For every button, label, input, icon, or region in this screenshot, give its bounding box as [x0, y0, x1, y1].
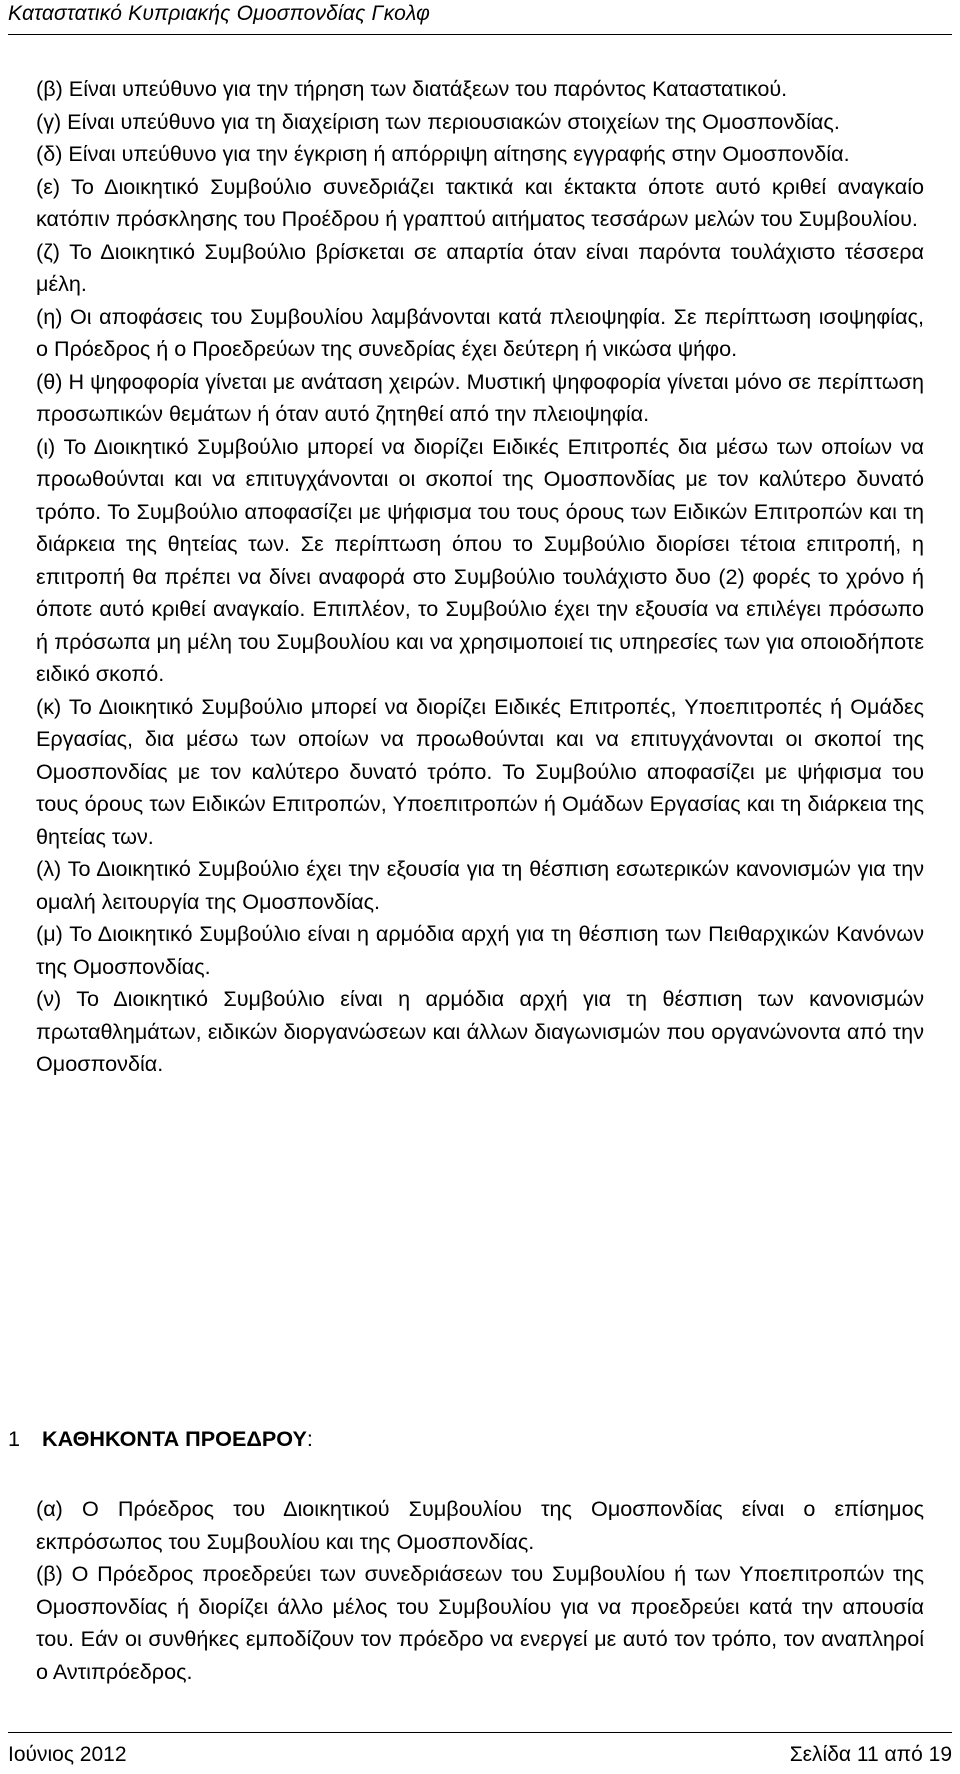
section-title-suffix: : [306, 1426, 313, 1451]
section-number: 1 [8, 1426, 21, 1451]
paragraph-k: (κ) Το Διοικητικό Συμβούλιο μπορεί να διορίζει Ειδικές Επιτροπές, Υποεπιτροπές ή Ομάδες Εργασίας, δια μέσω των οποίων να προωθούνται και να επιτυγχάνονται οι σκοποί της Ομοσπονδίας με τον καλύτερο δυνατό τρόπο. Το Συμβούλιο αποφασίζει με ψήφισμα του τους όρους των Ειδικών Επιτροπών, Υποεπιτροπών ή Ομάδων Εργασίας και τη διάρκεια της θητείας των. [36, 693, 924, 849]
section-heading [8, 1423, 908, 1456]
paragraph-m: (μ) Το Διοικητικό Συμβούλιο είναι η αρμόδια αρχή για τη θέσπιση των Πειθαρχικών Κανόνων της Ομοσπονδίας. [36, 921, 924, 979]
footer-page-number: Σελίδα 11 από 19 [789, 1743, 952, 1766]
section-paragraph-b: (β) Ο Πρόεδρος προεδρεύει των συνεδριάσεων του Συμβουλίου ή των Υποεπιτροπών της Ομοσπονδίας ή διορίζει άλλο μέλος του Συμβουλίου για να προεδρεύει κατά την απουσία του. Εάν οι συνθήκες εμποδίζουν τον πρόεδρο να ενεργεί με αυτό τον τρόπο, τον αναπληροί ο Αντιπρόεδρος. [36, 1561, 924, 1684]
section-body [36, 1493, 924, 1688]
paragraph-n: (ν) Το Διοικητικό Συμβούλιο είναι η αρμόδια αρχή για τη θέσπιση των κανονισμών πρωταθλημάτων, ειδικών διοργανώσεων και άλλων διαγωνισμών που οργανώνοντα από την Ομοσπονδία. [36, 986, 924, 1076]
paragraph-e: (ε) Το Διοικητικό Συμβούλιο συνεδριάζει τακτικά και έκτακτα όποτε αυτό κριθεί αναγκαίο κατόπιν πρόσκλησης του Προέδρου ή γραπτού αιτήματος τεσσάρων μελών του Συμβουλίου. [36, 173, 924, 231]
paragraph-th: (θ) Η ψηφοφορία γίνεται με ανάταση χειρών. Μυστική ψηφοφορία γίνεται μόνο σε περίπτωση προσωπικών θεμάτων ή όταν αυτό ζητηθεί από την πλειοψηφία. [36, 368, 924, 426]
section-paragraph-a: (α) Ο Πρόεδρος του Διοικητικού Συμβουλίου της Ομοσπονδίας είναι ο επίσημος εκπρόσωπος του Συμβουλίου και της Ομοσπονδίας. [36, 1496, 924, 1554]
paragraph-g: (γ) Είναι υπεύθυνο για τη διαχείριση των περιουσιακών στοιχείων της Ομοσπονδίας. [36, 108, 840, 134]
header-divider [8, 34, 952, 35]
paragraph-b: (β) Είναι υπεύθυνο για την τήρηση των διατάξεων του παρόντος Καταστατικού. [36, 76, 788, 101]
paragraph-h: (η) Οι αποφάσεις του Συμβουλίου λαμβάνονται κατά πλειοψηφία. Σε περίπτωση ισοψηφίας, ο Πρόεδρος ή ο Προεδρεύων της συνεδρίας έχει δεύτερη ή νικώσα ψήφο. [36, 303, 924, 361]
section-title: ΚΑΘΗΚΟΝΤΑ ΠΡΟΕΔΡΟΥ [42, 1426, 307, 1451]
document-footer [8, 1732, 952, 1773]
paragraph-d: (δ) Είναι υπεύθυνο για την έγκριση ή απόρριψη αίτησης εγγραφής στην Ομοσπονδία. [36, 141, 850, 166]
document-body [36, 73, 924, 1081]
paragraph-i: (ι) Το Διοικητικό Συμβούλιο μπορεί να διορίζει Ειδικές Επιτροπές δια μέσω των οποίων να προωθούνται και να επιτυγχάνονται οι σκοποί της Ομοσπονδίας με τον καλύτερο δυνατό τρόπο. Το Συμβούλιο αποφασίζει με ψήφισμα του τους όρους των Ειδικών Επιτροπών και τη διάρκεια της θητείας των. Σε περίπτωση όπου το Συμβούλιο διορίσει τέτοια επιτροπή, η επιτροπή θα πρέπει να δίνει αναφορά στο Συμβούλιο τουλάχιστο δυο (2) φορές το χρόνο ή όποτε αυτό κριθεί αναγκαίο. Επιπλέον, το Συμβούλιο έχει την εξουσία να επιλέγει πρόσωπο ή πρόσωπα μη μέλη του Συμβουλίου και να χρησιμοποιεί τις υπηρεσίες των για οποιοδήποτε ειδικό σκοπό. [36, 433, 924, 686]
paragraph-l: (λ) Το Διοικητικό Συμβούλιο έχει την εξουσία για τη θέσπιση εσωτερικών κανονισμών για την ομαλή λειτουργία της Ομοσπονδίας. [36, 856, 924, 914]
paragraph-z: (ζ) Το Διοικητικό Συμβούλιο βρίσκεται σε απαρτία όταν είναι παρόντα τουλάχιστο τέσσερα μέλη. [36, 238, 924, 296]
footer-date: Ιούνιος 2012 [8, 1743, 127, 1766]
document-header-title: Καταστατικό Κυπριακής Ομοσπονδίας Γκολφ [8, 2, 431, 25]
